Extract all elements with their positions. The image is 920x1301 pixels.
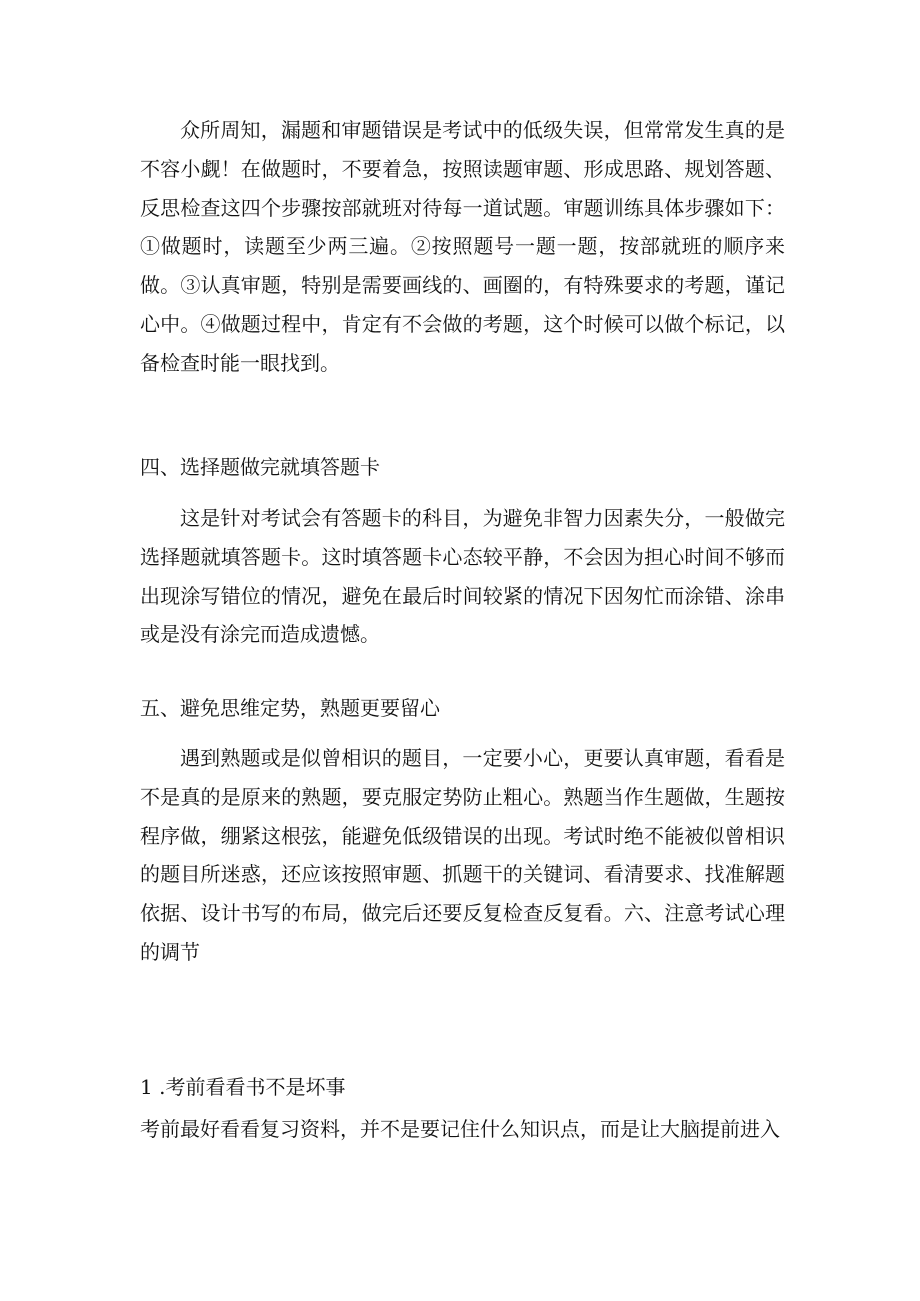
heading-section-5: 五、避免思维定势，熟题更要留心 — [140, 696, 440, 720]
paragraph-familiar-questions: 遇到熟题或是似曾相识的题目，一定要小心，更要认真审题，看看是不是真的是原来的熟题，要克服定势防止粗心。熟题当作生题做，生题按程序做，绷紧这根弦，能避免低级错误的出现。考试时绝不能被似曾相识的题目所迷惑，还应该按照审题、抓题干的关键词、看清要求、找准解题依据、设计书写的布局，做完后还要反复检查反复看。六、注意考试心理的调节 — [140, 746, 785, 964]
paragraph-answer-sheet: 这是针对考试会有答题卡的科目，为避免非智力因素失分，一般做完选择题就填答题卡。这时填答题卡心态较平静，不会因为担心时间不够而出现涂写错位的情况，避免在最后时间较紧的情况下因匆忙而涂错、涂串或是没有涂完而造成遗憾。 — [140, 506, 785, 647]
heading-section-4: 四、选择题做完就填答题卡 — [140, 455, 380, 479]
paragraph-review-materials: 考前最好看看复习资料，并不是要记住什么知识点，而是让大脑提前进入 — [140, 1117, 780, 1141]
paragraph-review-steps: 众所周知，漏题和审题错误是考试中的低级失误，但常常发生真的是不容小觑！在做题时，不要着急，按照读题审题、形成思路、规划答题、反思检查这四个步骤按部就班对待每一道试题。审题训练具体步骤如下：①做题时，读题至少两三遍。②按照题号一题一题，按部就班的顺序来做。③认真审题，特别是需要画线的、画圈的，有特殊要求的考题，谨记心中。④做题过程中，肯定有不会做的考题，这个时候可以做个标记，以备检查时能一眼找到。 — [140, 118, 785, 375]
heading-subsection-1: 1 .考前看看书不是坏事 — [140, 1075, 346, 1099]
